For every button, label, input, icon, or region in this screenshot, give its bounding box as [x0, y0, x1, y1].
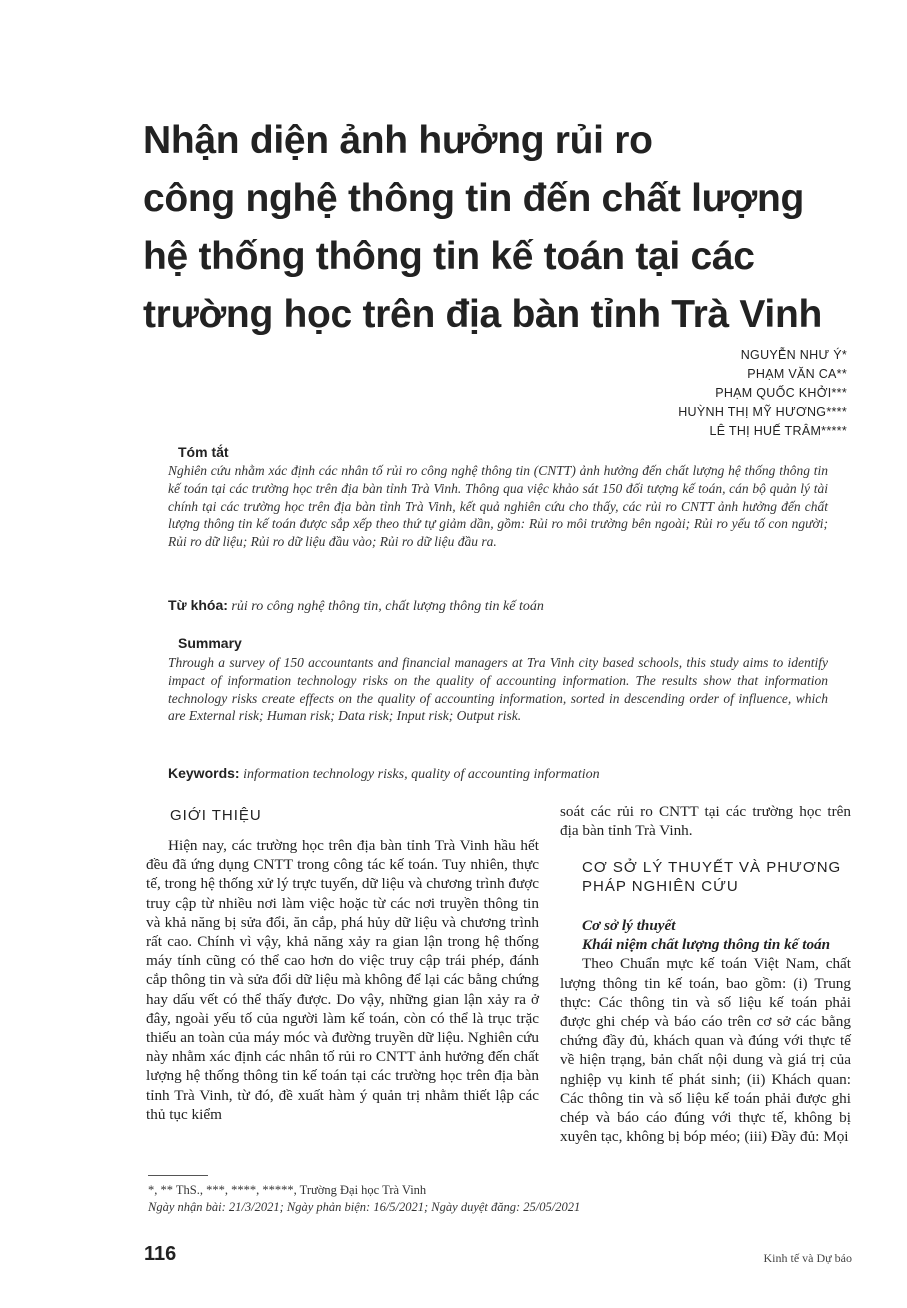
- abstract-vi-heading: Tóm tắt: [178, 444, 229, 460]
- abstract-en-heading: Summary: [178, 635, 242, 651]
- footnote-divider: [148, 1175, 208, 1176]
- title-line: trường học trên địa bàn tỉnh Trà Vinh: [143, 293, 823, 336]
- keywords-vi-text: rủi ro công nghệ thông tin, chất lượng thông tin kế toán: [231, 599, 544, 614]
- intro-column: [146, 836, 539, 1124]
- section-heading-intro: GIỚI THIỆU: [170, 807, 262, 824]
- title-line: Nhận diện ảnh hưởng rủi ro: [143, 119, 653, 162]
- theory-paragraph: Theo Chuẩn mực kế toán Việt Nam, chất lượng thông tin kế toán, bao gồm: (i) Trung thực: Các thông tin và số liệu kế toán phải được ghi chép và báo cáo trên cơ sở các bằng chứng đầy đủ, khách quan và đúng với thực tế về hiện trạng, bản chất nội dung và giá trị của nghiệp vụ kinh tế phát sinh; (ii) Khách quan: Các thông tin và số liệu kế toán phải được ghi chép và báo cáo đúng với thực tế, không bị xuyên tạc, không bị bóp méo; (iii) Đầy đủ: Mọi: [560, 955, 851, 1146]
- author-name: LÊ THỊ HUẾ TRÂM*****: [709, 424, 847, 438]
- section-heading-theory: [582, 858, 841, 896]
- title-line: công nghệ thông tin đến chất lượng: [143, 177, 805, 220]
- article-title: [143, 112, 863, 344]
- subheading-concept: Khái niệm chất lượng thông tin kế toán: [582, 936, 831, 954]
- footnote-dates: Ngày nhận bài: 21/3/2021; Ngày phản biện: 16/5/2021; Ngày duyệt đăng: 25/05/2021: [148, 1200, 581, 1214]
- author-name: NGUYỄN NHƯ Ý*: [740, 348, 847, 362]
- theory-column: [560, 916, 851, 1146]
- keywords-vi-label: Từ khóa:: [168, 597, 228, 613]
- intro-paragraph: Hiện nay, các trường học trên địa bàn tỉnh Trà Vinh hầu hết đều đã ứng dụng CNTT trong công tác kế toán. Tuy nhiên, thực tế, trong hệ thống xử lý trực tuyến, dữ liệu và chương trình được truy cập từ nhiều nơi làm việc hoặc từ các nơi truyền thông tin và khả năng bị sửa đổi, ăn cắp, phá hủy dữ liệu và chương trình rất cao. Chính vì vậy, khả năng xảy ra gian lận trong hệ thống máy tính cũng có thể cao hơn do việc truy cập trái phép, đánh cắp thông tin và sửa đổi dữ liệu mà không để lại các bằng chứng hay dấu vết có thể thấy được. Do vậy, những gian lận xảy ra ở đây, ngoài yếu tố của người làm kế toán, còn có thể là trục trặc thiếu an toàn của máy móc và đường truyền dữ liệu. Nghiên cứu này nhằm xác định các nhân tố rủi ro CNTT ảnh hưởng đến chất lượng hệ thống thông tin kế toán tại các trường học trên địa bàn tỉnh Trà Vinh, từ đó, đề xuất hàm ý quản trị nhằm thiết lập các thủ tục kiểm: [146, 837, 539, 1123]
- author-name: PHẠM QUỐC KHỞI***: [715, 386, 847, 400]
- journal-name: Kinh tế và Dự báo: [763, 1251, 852, 1265]
- theory-heading-line: CƠ SỞ LÝ THUYẾT VÀ PHƯƠNG: [582, 859, 842, 876]
- title-line: hệ thống thông tin kế toán tại các: [143, 235, 755, 278]
- footnote-affiliation: *, ** ThS., ***, ****, *****, Trường Đại học Trà Vinh: [148, 1183, 427, 1197]
- right-column: [560, 802, 851, 840]
- page-number: 116: [144, 1243, 177, 1265]
- author-name: PHẠM VĂN CA**: [747, 367, 847, 381]
- author-name: HUỲNH THỊ MỸ HƯƠNG****: [678, 405, 847, 419]
- keywords-vi: [168, 597, 544, 615]
- theory-heading-line: PHÁP NGHIÊN CỨU: [582, 878, 739, 895]
- abstract-vi-text: Nghiên cứu nhằm xác định các nhân tố rủi ro công nghệ thông tin (CNTT) ảnh hưởng đến chất lượng hệ thống thông tin kế toán tại các trường học trên địa bàn tỉnh Trà Vinh. Thông qua việc khảo sát 150 đối tượng kế toán, cán bộ quản lý tài chính tại các trường học trên địa bàn tỉnh Trà Vinh, kết quả nghiên cứu cho thấy, các rủi ro CNTT ảnh hưởng đến chất lượng thông tin kế toán được sắp xếp theo thứ tự giảm dần, gồm: Rủi ro môi trường bên ngoài; Rủi ro yếu tố con người; Rủi ro dữ liệu; Rủi ro dữ liệu đầu vào; Rủi ro dữ liệu đầu ra.: [168, 463, 828, 550]
- intro-continued: soát các rủi ro CNTT tại các trường học trên địa bàn tỉnh Trà Vinh.: [560, 803, 851, 840]
- keywords-en: [168, 765, 600, 783]
- subheading-theory: Cơ sở lý thuyết: [582, 917, 676, 934]
- abstract-en-text: Through a survey of 150 accountants and financial managers at Tra Vinh city based schools, this study aims to identify impact of information technology risks on the quality of accounting information. The results show that information technology risks create effects on the quality of accounting information, sorted in descending order of influence, which are External risk; Human risk; Data risk; Input risk; Output risk.: [168, 655, 828, 724]
- author-list: [678, 346, 847, 441]
- keywords-en-text: information technology risks, quality of accounting information: [243, 767, 600, 782]
- keywords-en-label: Keywords:: [168, 765, 240, 781]
